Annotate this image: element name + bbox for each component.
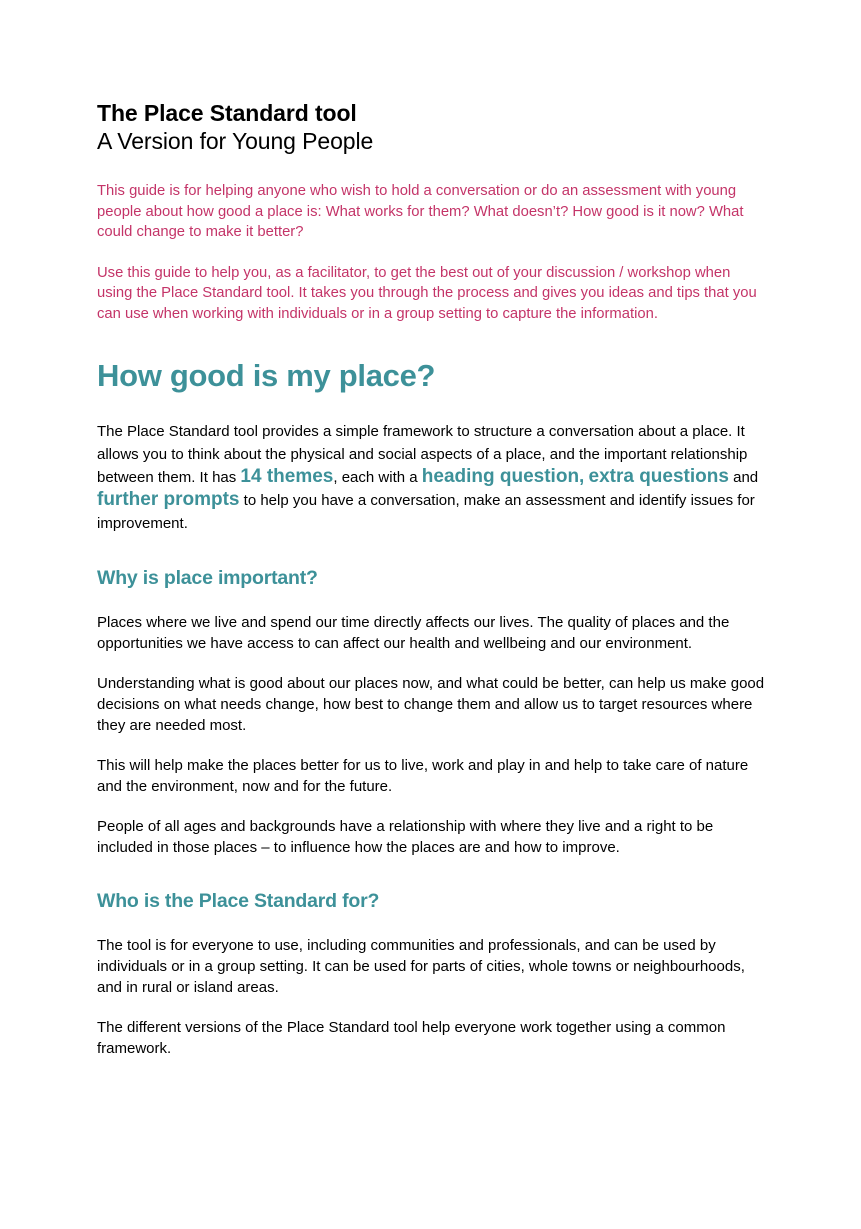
intro-paragraph-1: This guide is for helping anyone who wish to hold a conversation or do an assessment with young people about how good a place is: What works for them? What doesn’t? How good is it now? What could change to make it better? bbox=[97, 183, 744, 240]
main-heading: How good is my place? bbox=[97, 358, 436, 393]
lede-emphasis-heading-question: heading question bbox=[421, 466, 580, 487]
lede-text-5: to help you have a conversation, make an assessment and identify issues for improvement. bbox=[97, 492, 755, 532]
section-paragraph: The different versions of the Place Standard tool help everyone work together using a common framework. bbox=[97, 1019, 726, 1057]
lede-text-1: The Place Standard tool provides a simple framework to structure a conversation about a place. It allows you to think about the physical and social aspects of a place, and the important relationship between them. It has bbox=[97, 423, 748, 486]
lede-emphasis-comma: , bbox=[579, 466, 585, 487]
page-title: The Place Standard tool bbox=[97, 100, 357, 126]
document-content bbox=[97, 100, 767, 1059]
section-paragraph: This will help make the places better for us to live, work and play in and help to take care of nature and the environment, now and for the future. bbox=[97, 757, 749, 795]
lede-text-2: , each with a bbox=[333, 469, 422, 486]
lede-text-4: and bbox=[728, 469, 759, 486]
lede-paragraph bbox=[97, 420, 765, 535]
section-why-is-place-important bbox=[97, 566, 767, 858]
section-heading: Why is place important? bbox=[97, 567, 318, 589]
lede-emphasis-themes: 14 themes bbox=[240, 466, 334, 487]
page-subtitle: A Version for Young People bbox=[97, 128, 374, 154]
intro-block bbox=[97, 181, 767, 324]
intro-paragraph-2: Use this guide to help you, as a facilitator, to get the best out of your discussion / workshop when using the Place Standard tool. It takes you through the process and gives you ideas and tips that you can use when working with individuals or in a group setting to capture the information. bbox=[97, 264, 757, 322]
section-heading: Who is the Place Standard for? bbox=[97, 890, 380, 912]
section-paragraph: The tool is for everyone to use, including communities and professionals, and can be used by individuals or in a group setting. It can be used for parts of cities, whole towns or neighbourhoods, and in rural or island areas. bbox=[97, 937, 745, 996]
section-paragraph: Places where we live and spend our time directly affects our lives. The quality of places and the opportunities we have access to can affect our health and wellbeing and our environment. bbox=[97, 614, 730, 652]
lede-emphasis-further-prompts: further prompts bbox=[97, 489, 240, 510]
section-paragraph: Understanding what is good about our places now, and what could be better, can help us make good decisions on what needs change, how best to change them and allow us to target resources where they are needed most. bbox=[97, 675, 765, 734]
section-paragraph: People of all ages and backgrounds have a relationship with where they live and a right to be included in those places – to influence how the places are and how to improve. bbox=[97, 818, 714, 856]
section-who-is-the-place-standard-for bbox=[97, 889, 767, 1059]
lede-emphasis-extra-questions: extra questions bbox=[588, 466, 729, 487]
